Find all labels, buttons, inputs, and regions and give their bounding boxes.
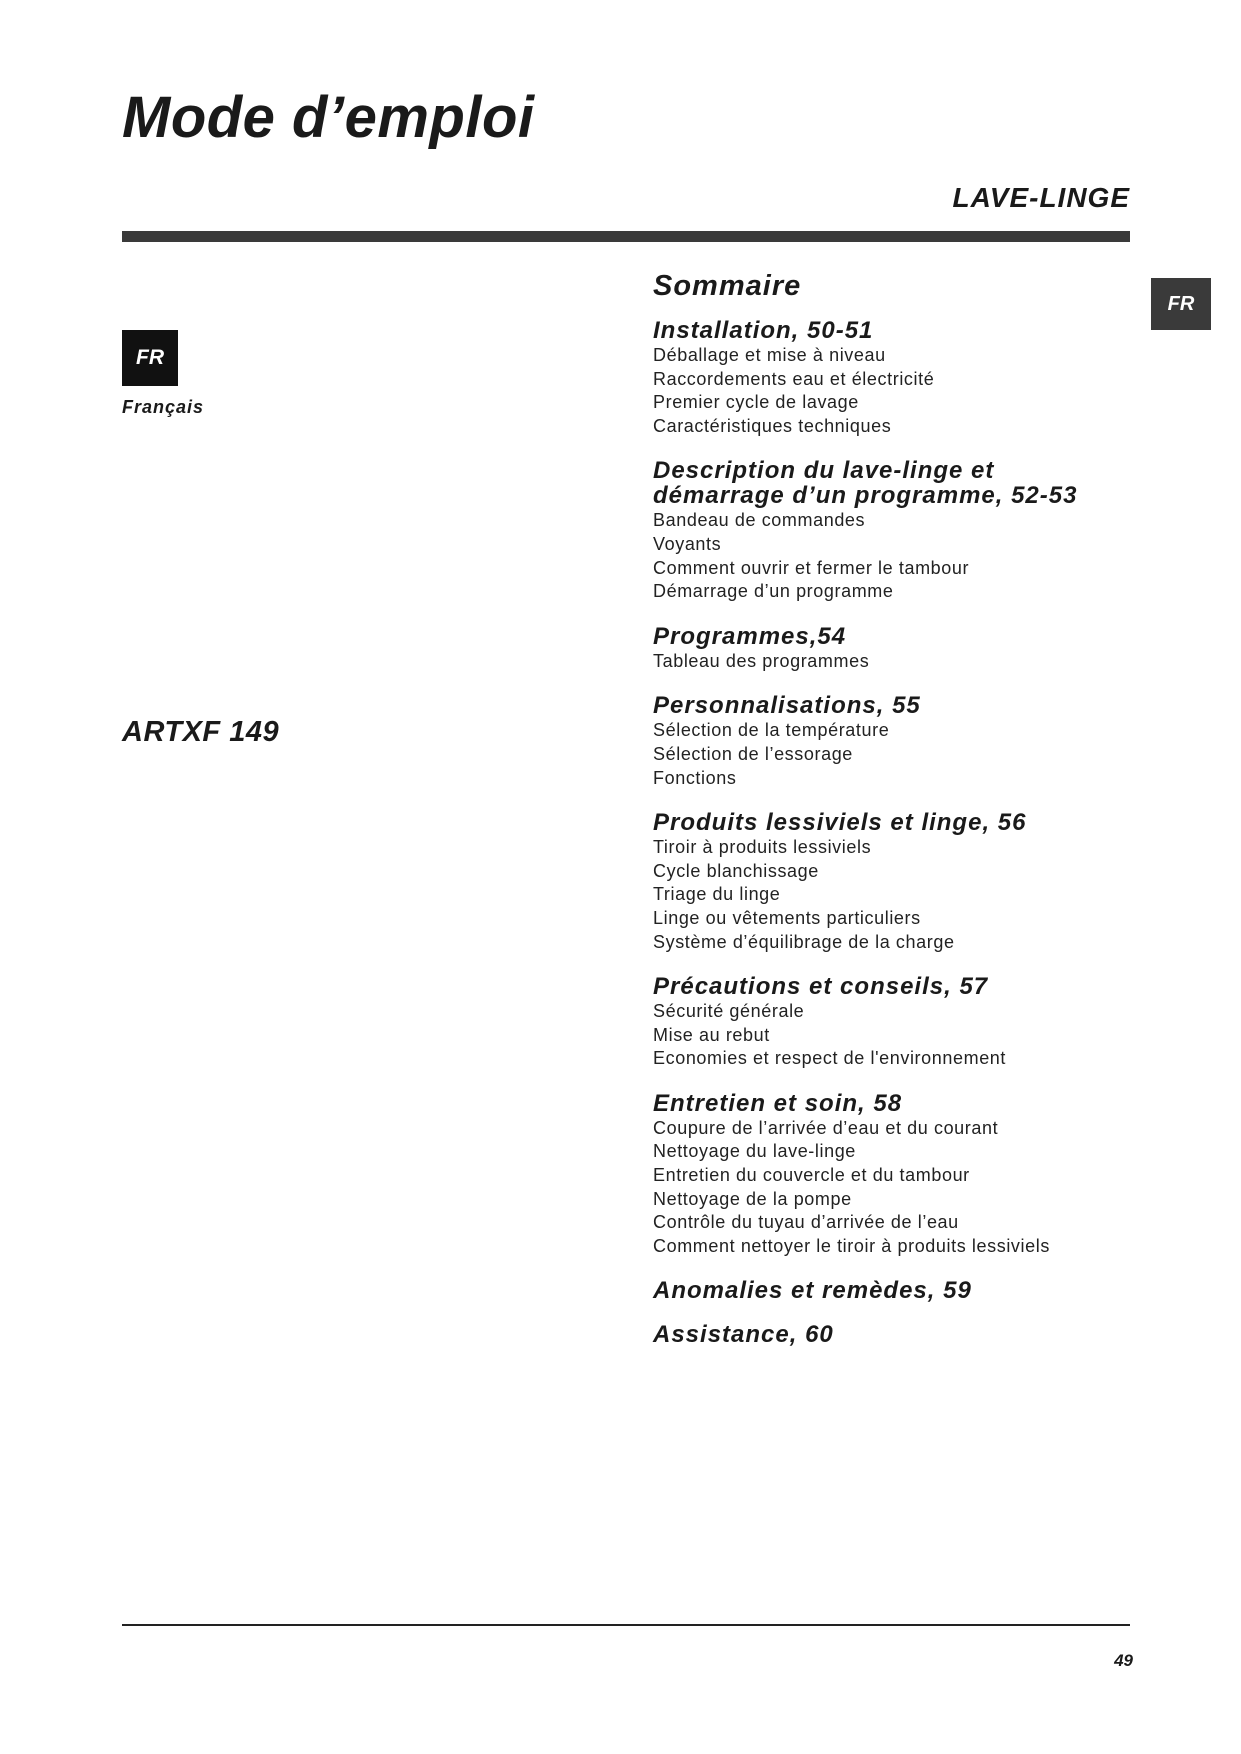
toc-section-heading[interactable]: Description du lave-linge et <box>653 457 995 485</box>
toc-item[interactable]: Caractéristiques techniques <box>653 415 892 436</box>
document-title: Mode d’emploi <box>122 85 535 150</box>
toc-item[interactable]: Triage du linge <box>653 884 781 905</box>
toc-item[interactable]: Cycle blanchissage <box>653 860 819 881</box>
toc-section <box>653 811 1153 954</box>
language-badge <box>122 330 178 386</box>
product-type: LAVE-LINGE <box>952 182 1130 213</box>
toc-item[interactable]: Démarrage d’un programme <box>653 581 894 602</box>
toc-section <box>653 319 1153 438</box>
toc-item[interactable]: Premier cycle de lavage <box>653 392 859 413</box>
toc-section-heading[interactable]: Produits lessiviels et linge, 56 <box>653 809 1027 837</box>
toc-section <box>653 1089 1153 1259</box>
toc-item-list <box>653 1117 1153 1259</box>
toc-title: Sommaire <box>653 270 802 302</box>
toc-section <box>653 459 1153 603</box>
toc-item[interactable]: Tiroir à produits lessiviels <box>653 837 872 858</box>
toc-item-list <box>653 836 1153 954</box>
toc-section <box>653 975 1153 1071</box>
table-of-contents <box>653 266 1153 1367</box>
toc-item[interactable]: Contrôle du tuyau d’arrivée de l’eau <box>653 1212 959 1233</box>
toc-item-list <box>653 344 1153 438</box>
toc-item[interactable]: Sélection de l’essorage <box>653 743 853 764</box>
toc-item[interactable]: Système d’équilibrage de la charge <box>653 931 955 952</box>
toc-item-list <box>653 650 1153 674</box>
side-tab-label: FR <box>1167 292 1195 315</box>
toc-item[interactable]: Economies et respect de l'environnement <box>653 1048 1007 1069</box>
toc-item[interactable]: Bandeau de commandes <box>653 510 866 531</box>
toc-section-heading[interactable]: Anomalies et remèdes, 59 <box>653 1277 972 1305</box>
toc-item[interactable]: Sécurité générale <box>653 1001 805 1022</box>
toc-item[interactable]: Déballage et mise à niveau <box>653 345 886 365</box>
toc-item-list <box>653 509 1153 603</box>
header-divider <box>122 231 1130 242</box>
toc-section-heading[interactable]: Assistance, 60 <box>653 1321 834 1349</box>
toc-section <box>653 1277 1153 1305</box>
toc-item[interactable]: Mise au rebut <box>653 1024 770 1045</box>
toc-item[interactable]: Entretien du couvercle et du tambour <box>653 1165 970 1186</box>
toc-item-list <box>653 719 1153 790</box>
toc-section <box>653 622 1153 674</box>
toc-item[interactable]: Sélection de la température <box>653 720 890 741</box>
toc-item[interactable]: Tableau des programmes <box>653 650 870 671</box>
toc-item[interactable]: Comment nettoyer le tiroir à produits lessiviels <box>653 1235 1050 1256</box>
toc-section <box>653 694 1153 790</box>
language-name: Français <box>122 397 205 417</box>
toc-section-heading[interactable]: Installation, 50-51 <box>653 317 874 344</box>
toc-section-heading[interactable]: Personnalisations, 55 <box>653 692 921 720</box>
toc-item[interactable]: Fonctions <box>653 767 737 788</box>
toc-item[interactable]: Nettoyage de la pompe <box>653 1188 852 1209</box>
toc-item[interactable]: Comment ouvrir et fermer le tambour <box>653 557 970 578</box>
toc-section-heading-continued[interactable]: démarrage d’un programme, 52-53 <box>653 482 1078 510</box>
toc-item-list <box>653 1000 1153 1071</box>
language-side-tab <box>1151 278 1211 330</box>
toc-item[interactable]: Coupure de l’arrivée d’eau et du courant <box>653 1117 999 1138</box>
toc-section-heading[interactable]: Programmes,54 <box>653 622 847 650</box>
toc-sections <box>653 317 1153 1349</box>
footer-divider <box>122 1624 1130 1626</box>
toc-item[interactable]: Linge ou vêtements particuliers <box>653 907 921 928</box>
page-number: 49 <box>1114 1651 1133 1670</box>
toc-section-heading[interactable]: Précautions et conseils, 57 <box>653 973 989 1001</box>
toc-item[interactable]: Voyants <box>653 533 722 554</box>
model-number: ARTXF 149 <box>122 716 280 748</box>
toc-section-heading[interactable]: Entretien et soin, 58 <box>653 1089 903 1117</box>
toc-item[interactable]: Raccordements eau et électricité <box>653 368 935 389</box>
toc-item[interactable]: Nettoyage du lave-linge <box>653 1141 856 1162</box>
language-badge-label: FR <box>136 346 164 369</box>
toc-section <box>653 1321 1153 1349</box>
